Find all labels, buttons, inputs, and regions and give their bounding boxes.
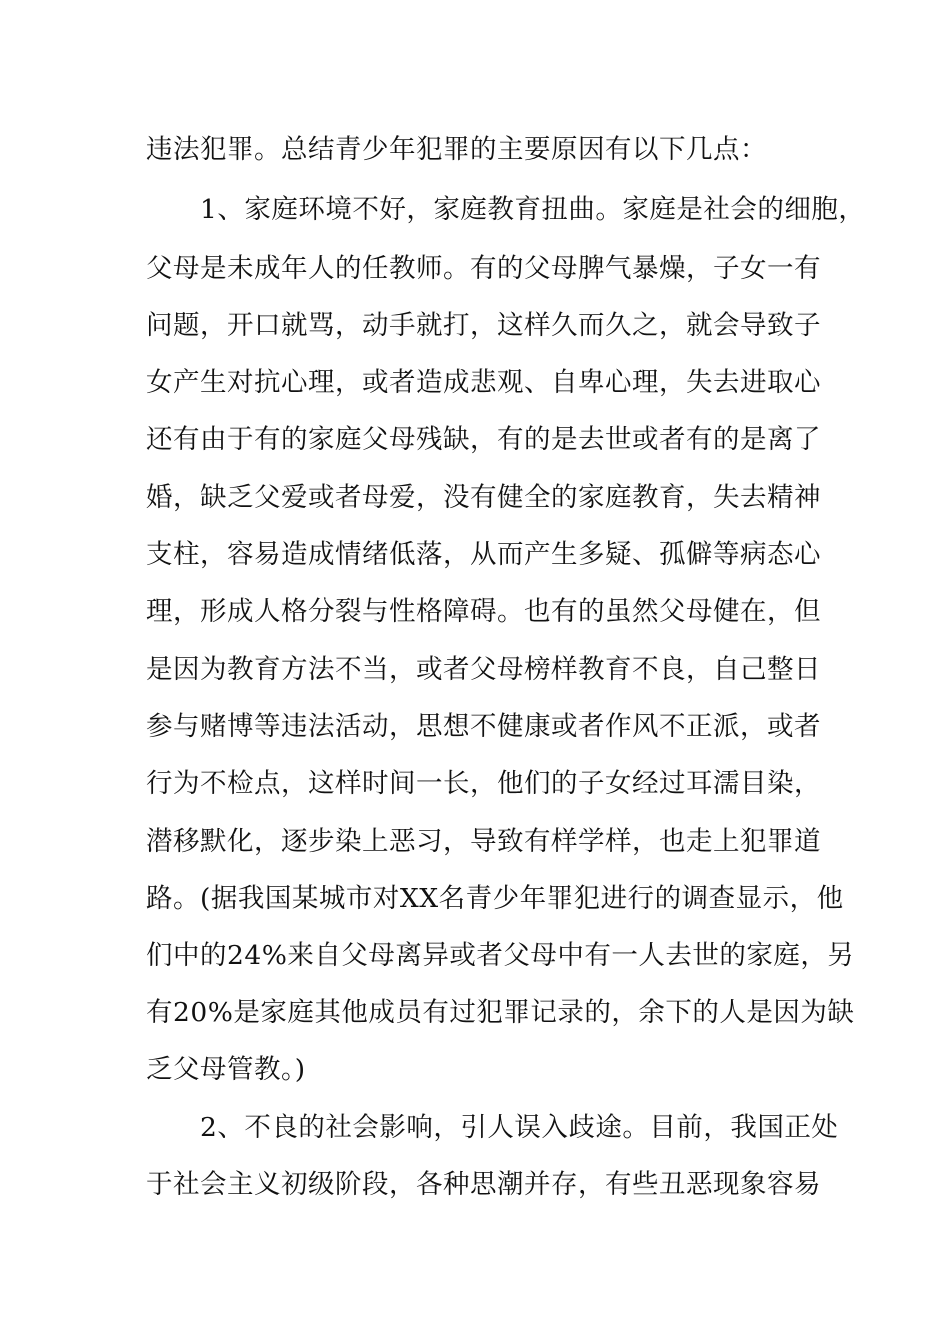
text-line: 1、家庭环境不好，家庭教育扭曲。家庭是社会的细胞， <box>146 194 866 225</box>
text-line: 父母是未成年人的任教师。有的父母脾气暴燥，子女一有 <box>146 253 821 284</box>
text-line: 行为不检点，这样时间一长，他们的子女经过耳濡目染， <box>146 768 821 799</box>
text-line: 女产生对抗心理，或者造成悲观、自卑心理，失去进取心 <box>146 367 821 398</box>
text-line: 问题，开口就骂，动手就打，这样久而久之，就会导致子 <box>146 310 821 341</box>
text-line: 路。(据我国某城市对XX名青少年罪犯进行的调查显示，他 <box>146 883 844 914</box>
text-line: 参与赌博等违法活动，思想不健康或者作风不正派，或者 <box>146 711 821 742</box>
text-line: 婚，缺乏父爱或者母爱，没有健全的家庭教育，失去精神 <box>146 482 821 513</box>
text-line: 2、不良的社会影响，引人误入歧途。目前，我国正处 <box>146 1112 839 1143</box>
text-line: 支柱，容易造成情绪低落，从而产生多疑、孤僻等病态心 <box>146 539 821 570</box>
text-line: 还有由于有的家庭父母残缺，有的是去世或者有的是离了 <box>146 424 821 455</box>
text-line: 理，形成人格分裂与性格障碍。也有的虽然父母健在，但 <box>146 596 821 627</box>
text-line: 乏父母管教。) <box>146 1054 306 1085</box>
text-line: 违法犯罪。总结青少年犯罪的主要原因有以下几点： <box>146 134 767 165</box>
text-line: 是因为教育方法不当，或者父母榜样教育不良，自己整日 <box>146 654 821 685</box>
text-line: 们中的24%来自父母离异或者父母中有一人去世的家庭，另 <box>146 940 855 971</box>
text-line: 潜移默化，逐步染上恶习，导致有样学样，也走上犯罪道 <box>146 826 821 857</box>
text-line: 有20%是家庭其他成员有过犯罪记录的，余下的人是因为缺 <box>146 997 855 1028</box>
text-line: 于社会主义初级阶段，各种思潮并存，有些丑恶现象容易 <box>146 1169 821 1200</box>
